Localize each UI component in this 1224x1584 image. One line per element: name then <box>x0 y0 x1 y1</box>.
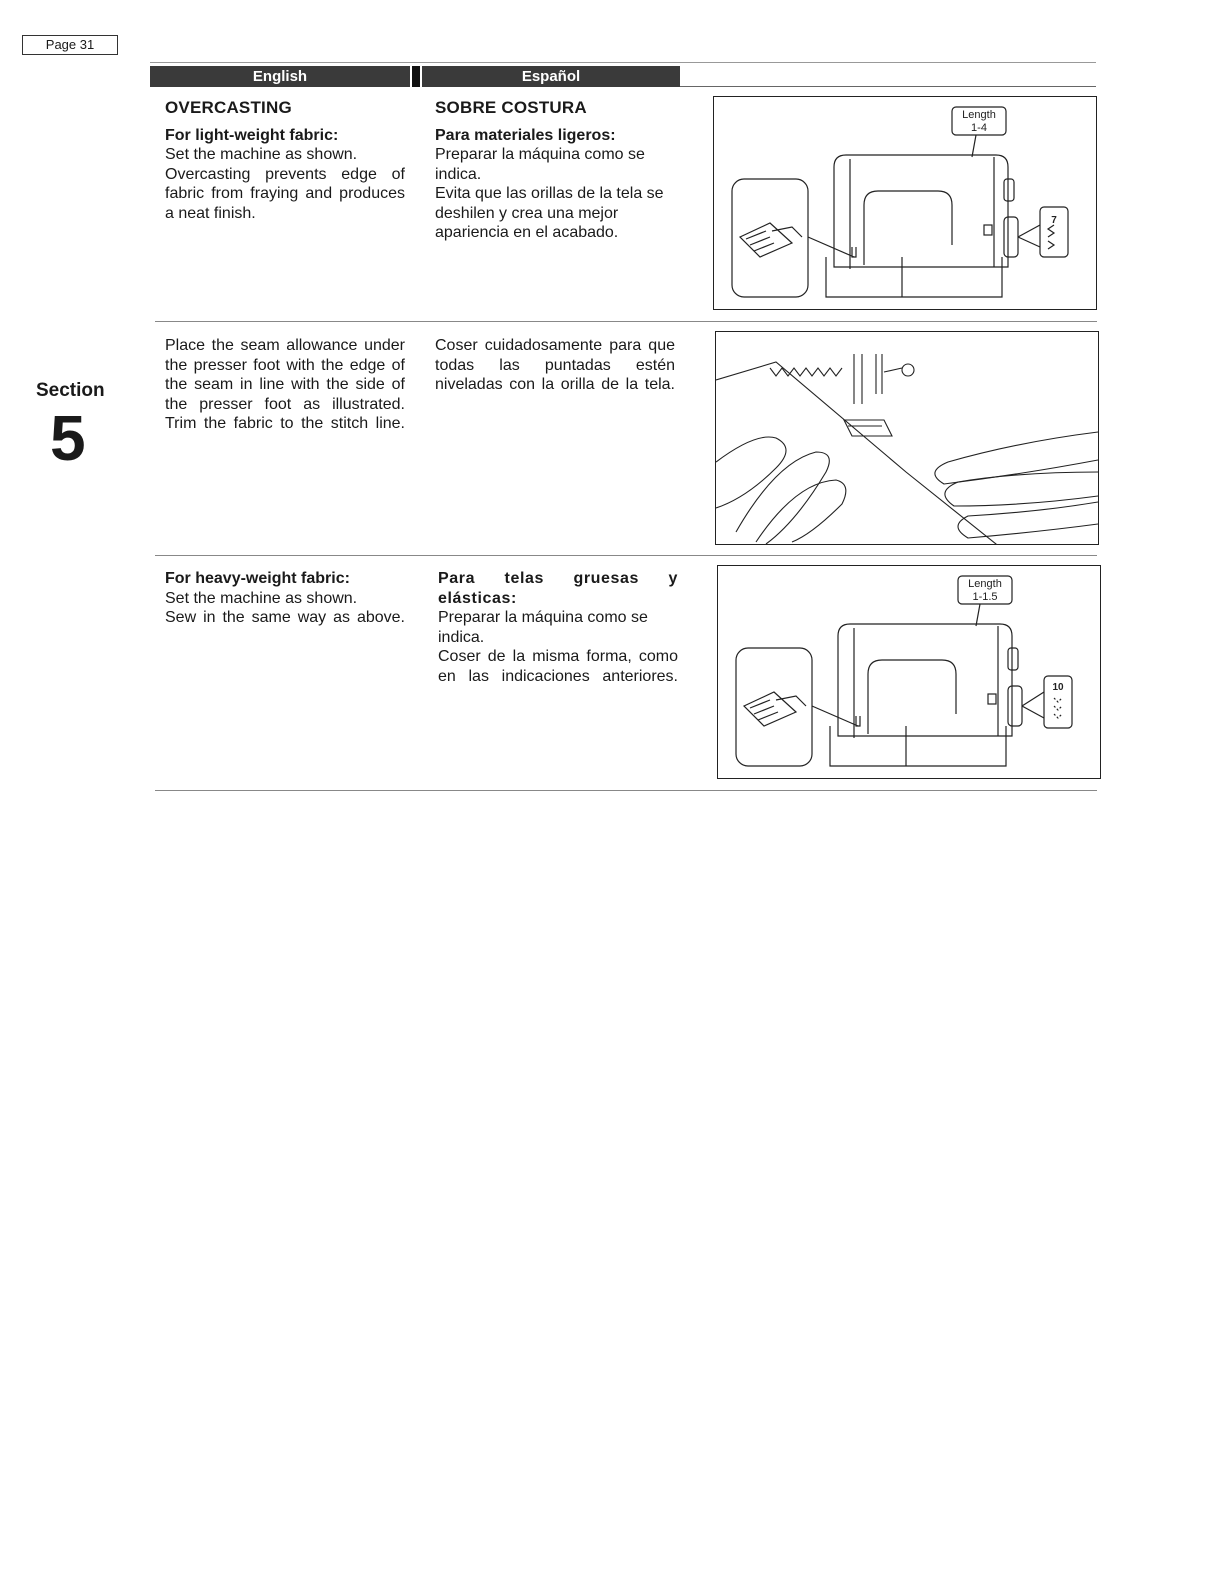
header-top-line <box>150 62 1096 63</box>
header-rule <box>680 86 1096 87</box>
divider-2 <box>155 555 1097 556</box>
block3-es-line2: Coser de la misma forma, como en las indicaciones anteriores. <box>438 648 678 685</box>
length-value: 1-4 <box>971 122 987 134</box>
overcasting-title: OVERCASTING <box>165 98 292 117</box>
length-value: 1-1.5 <box>972 591 998 603</box>
presser-foot-inset <box>736 648 812 766</box>
block1-en-line2: Overcasting prevents edge of fabric from fraying and produces a neat finish. <box>165 165 405 222</box>
block3-en-line1: Set the machine as shown. <box>165 589 358 607</box>
sewing-machine-icon <box>826 155 1018 297</box>
block2-en-line1: Place the seam allowance under the presser foot with the edge of the seam in line with the side of the presser foot as illustrated. <box>165 337 405 413</box>
block1-es-line2: Evita que las orillas de la tela se deshilen y crea una mejor apariencia en el acabado. <box>435 185 664 241</box>
presser-foot-inset <box>732 179 808 297</box>
sewing-machine-icon <box>830 624 1022 766</box>
presser-foot-icon <box>844 354 914 436</box>
pattern-number: 10 <box>1052 682 1064 693</box>
light-fabric-subtitle: For light-weight fabric: <box>165 126 339 144</box>
header-separator <box>412 66 420 87</box>
fingers-left <box>716 437 846 544</box>
sewing-machine-figure-1 <box>713 96 1097 310</box>
materiales-ligeros-subtitle: Para materiales ligeros: <box>435 126 616 144</box>
block1-english <box>165 98 405 223</box>
divider-3 <box>155 790 1097 791</box>
english-header: English <box>150 66 410 87</box>
triple-stitch-icon <box>1054 698 1062 718</box>
block3-spanish <box>438 569 678 686</box>
presser-foot-icon <box>740 223 802 257</box>
zigzag-stitch-icon <box>1048 225 1054 249</box>
spanish-header: Español <box>422 66 680 87</box>
section-number: 5 <box>50 402 86 474</box>
presser-foot-figure <box>715 331 1099 545</box>
page-number-tab: Page 31 <box>22 35 118 55</box>
block3-en-line2: Sew in the same way as above. <box>165 609 405 626</box>
fingers-right <box>935 432 1098 538</box>
heavy-fabric-subtitle: For heavy-weight fabric: <box>165 570 350 587</box>
pattern-number: 7 <box>1051 215 1057 226</box>
length-label: Length <box>962 109 996 121</box>
block1-en-line1: Set the machine as shown. <box>165 146 358 163</box>
block3-es-line1: Preparar la máquina como se indica. <box>438 609 648 646</box>
presser-foot-icon <box>744 692 806 726</box>
fabric-edge <box>716 362 1006 544</box>
block2-es-line1: Coser cuidadosamente para que todas las puntadas estén niveladas con la orilla de la tela. <box>435 337 675 393</box>
sobre-costura-title: SOBRE COSTURA <box>435 98 587 117</box>
block2-en-line2: Trim the fabric to the stitch line. <box>165 415 405 432</box>
block2-spanish <box>435 336 675 395</box>
block1-es-line1: Preparar la máquina como se indica. <box>435 146 645 183</box>
block1-spanish <box>435 98 675 243</box>
block2-english <box>165 336 405 434</box>
divider-1 <box>155 321 1097 322</box>
overcast-stitch-icon <box>770 368 842 376</box>
section-label: Section <box>36 380 105 401</box>
sewing-machine-figure-2 <box>717 565 1101 779</box>
telas-gruesas-subtitle: Para telas gruesas y elásticas: <box>438 570 678 607</box>
length-label: Length <box>968 578 1002 590</box>
block3-english <box>165 569 405 628</box>
